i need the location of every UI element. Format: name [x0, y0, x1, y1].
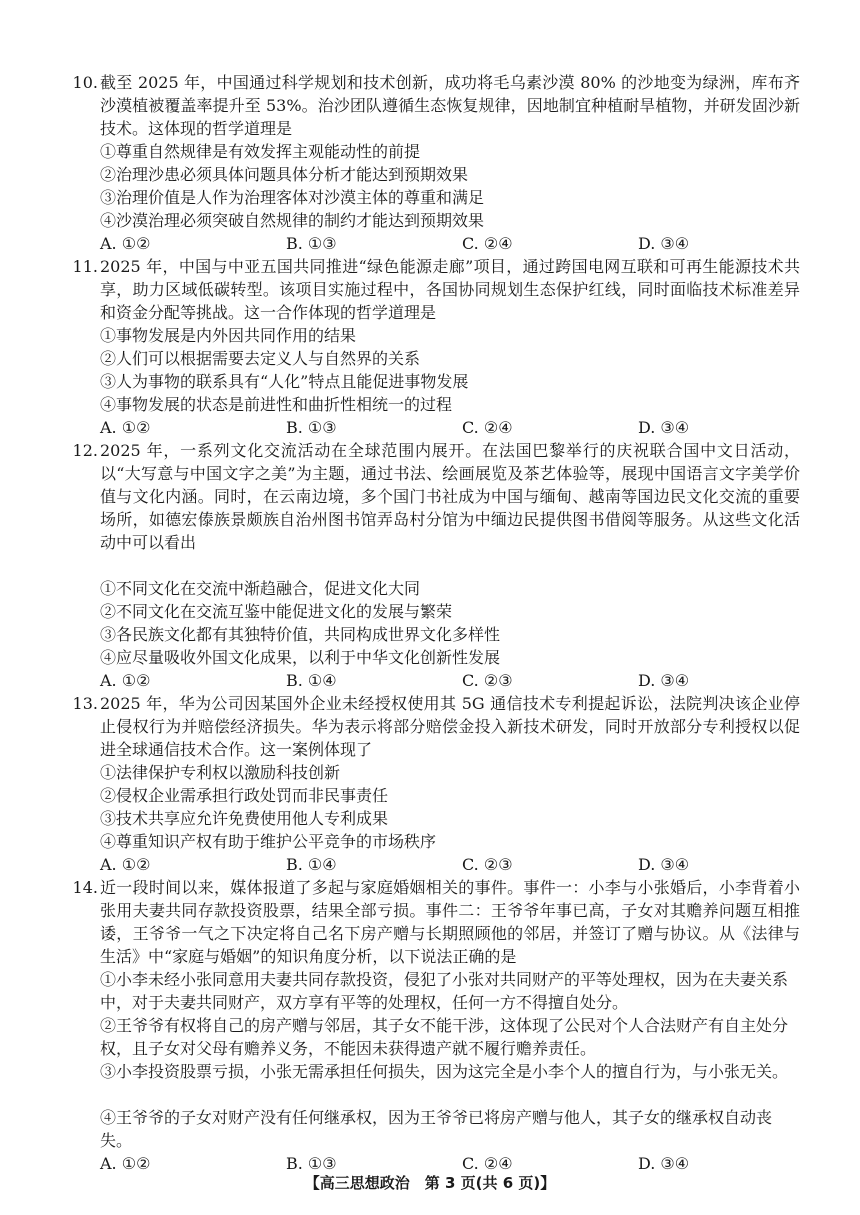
choice-d[interactable]: D. ③④: [638, 1154, 690, 1173]
question-text: 2025 年，一系列文化交流活动在全球范围内展开。在法国巴黎举行的庆祝联合国中文日活动，以“大写意与中国文字之美”为主题，通过书法、绘画展览及茶艺体验等，展现中国语言文字美学价值与文化内涵。同时，在云南边境，多个国门书社成为中国与缅甸、越南等国边民文化交流的重要场所，如德宏傣族景颇族自治州图书馆弄岛村分馆为中缅边民提供图书借阅等服务。从这些文化活动中可以看出: [100, 441, 800, 552]
option-2: ②治理沙患必须具体问题具体分析才能达到预期效果: [100, 165, 469, 184]
option-2: ②不同文化在交流互鉴中能促进文化的发展与繁荣: [100, 602, 453, 621]
question-text: 2025 年，华为公司因某国外企业未经授权使用其 5G 通信技术专利提起诉讼，法院判决该企业停止侵权行为并赔偿经济损失。华为表示将部分赔偿金投入新技术研发，同时开放部分专利授权以促进全球通信技术合作。这一案例体现了: [100, 694, 800, 759]
question-text: 近一段时间以来，媒体报道了多起与家庭婚姻相关的事件。事件一：小李与小张婚后，小李背着小张用夫妻共同存款投资股票，结果全部亏损。事件二：王爷爷年事已高，子女对其赡养问题互相推诿，王爷爷一气之下决定将自己名下房产赠与长期照顾他的邻居，并签订了赠与协议。从《法律与生活》中“家庭与婚姻”的知识角度分析，以下说法正确的是: [100, 878, 800, 966]
option-2: ②王爷爷有权将自己的房产赠与邻居，其子女不能干涉，这体现了公民对个人合法财产有自主处分权，且子女对父母有赡养义务，不能因未获得遗产就不履行赡养责任。: [100, 1016, 789, 1058]
choice-d[interactable]: D. ③④: [638, 234, 690, 253]
choice-c[interactable]: C. ②③: [462, 855, 513, 874]
choice-d[interactable]: D. ③④: [638, 855, 690, 874]
choice-a[interactable]: A. ①②: [100, 418, 151, 437]
question-number: 12.: [72, 441, 98, 460]
option-3: ③各民族文化都有其独特价值，共同构成世界文化多样性: [100, 625, 501, 644]
option-3: ③治理价值是人作为治理客体对沙漠主体的尊重和满足: [100, 188, 485, 207]
question-number: 10.: [72, 73, 98, 92]
question-stem: [72, 255, 800, 324]
page-footer: 【高三思想政治 第 3 页(共 6 页)】: [304, 1174, 556, 1192]
choice-c[interactable]: C. ②③: [462, 671, 513, 690]
option-1: ①事物发展是内外因共同作用的结果: [100, 326, 357, 345]
choice-a[interactable]: A. ①②: [100, 234, 151, 253]
option-1: ①小李未经小张同意用夫妻共同存款投资，侵犯了小张对共同财产的平等处理权，因为在夫妻关系中，对于夫妻共同财产，双方享有平等的处理权，任何一方不得擅自处分。: [100, 970, 789, 1012]
choice-b[interactable]: B. ①③: [286, 234, 337, 253]
option-4: ④事物发展的状态是前进性和曲折性相统一的过程: [100, 395, 453, 414]
answer-choices: [100, 669, 800, 692]
choice-b[interactable]: B. ①③: [286, 418, 337, 437]
option-3: ③小李投资股票亏损，小张无需承担任何损失，因为这完全是小李个人的擅自行为，与小张无关。: [100, 1062, 789, 1081]
option-4: ④沙漠治理必须突破自然规律的制约才能达到预期效果: [100, 211, 485, 230]
choice-b[interactable]: B. ①③: [286, 1154, 337, 1173]
choice-a[interactable]: A. ①②: [100, 671, 151, 690]
option-4: ④尊重知识产权有助于维护公平竞争的市场秩序: [100, 832, 437, 851]
question-stem: [72, 692, 800, 761]
answer-choices: [100, 853, 800, 876]
option-1: ①尊重自然规律是有效发挥主观能动性的前提: [100, 142, 421, 161]
choice-b[interactable]: B. ①④: [286, 855, 337, 874]
choice-c[interactable]: C. ②④: [462, 418, 513, 437]
option-1: ①法律保护专利权以激励科技创新: [100, 763, 341, 782]
question-stem: [72, 71, 800, 140]
option-4: ④王爷爷的子女对财产没有任何继承权，因为王爷爷已将房产赠与他人，其子女的继承权自动丧失。: [100, 1108, 773, 1150]
choice-a[interactable]: A. ①②: [100, 855, 151, 874]
answer-choices: [100, 416, 800, 439]
choice-c[interactable]: C. ②④: [462, 234, 513, 253]
option-4: ④应尽量吸收外国文化成果，以利于中华文化创新性发展: [100, 648, 501, 667]
choice-a[interactable]: A. ①②: [100, 1154, 151, 1173]
option-2: ②侵权企业需承担行政处罚而非民事责任: [100, 786, 389, 805]
question-text: 截至 2025 年，中国通过科学规划和技术创新，成功将毛乌素沙漠 80% 的沙地变为绿洲，库布齐沙漠植被覆盖率提升至 53%。治沙团队遵循生态恢复规律，因地制宜种植耐旱植物，并研发固沙新技术。这体现的哲学道理是: [100, 73, 800, 138]
option-2: ②人们可以根据需要去定义人与自然界的关系: [100, 349, 421, 368]
question-stem: [72, 439, 800, 554]
answer-choices: [100, 232, 800, 255]
question-stem: [72, 876, 800, 968]
question-text: 2025 年，中国与中亚五国共同推进“绿色能源走廊”项目，通过跨国电网互联和可再生能源技术共享，助力区域低碳转型。该项目实施过程中，各国协同规划生态保护红线，同时面临技术标准差异和资金分配等挑战。这一合作体现的哲学道理是: [100, 257, 800, 322]
question-number: 14.: [72, 878, 98, 897]
choice-b[interactable]: B. ①④: [286, 671, 337, 690]
question-number: 11.: [72, 257, 98, 276]
choice-d[interactable]: D. ③④: [638, 671, 690, 690]
option-3: ③技术共享应允许免费使用他人专利成果: [100, 809, 389, 828]
choice-d[interactable]: D. ③④: [638, 418, 690, 437]
option-3: ③人为事物的联系具有“人化”特点且能促进事物发展: [100, 372, 469, 391]
choice-c[interactable]: C. ②④: [462, 1154, 513, 1173]
question-number: 13.: [72, 694, 98, 713]
option-1: ①不同文化在交流中渐趋融合，促进文化大同: [100, 579, 421, 598]
